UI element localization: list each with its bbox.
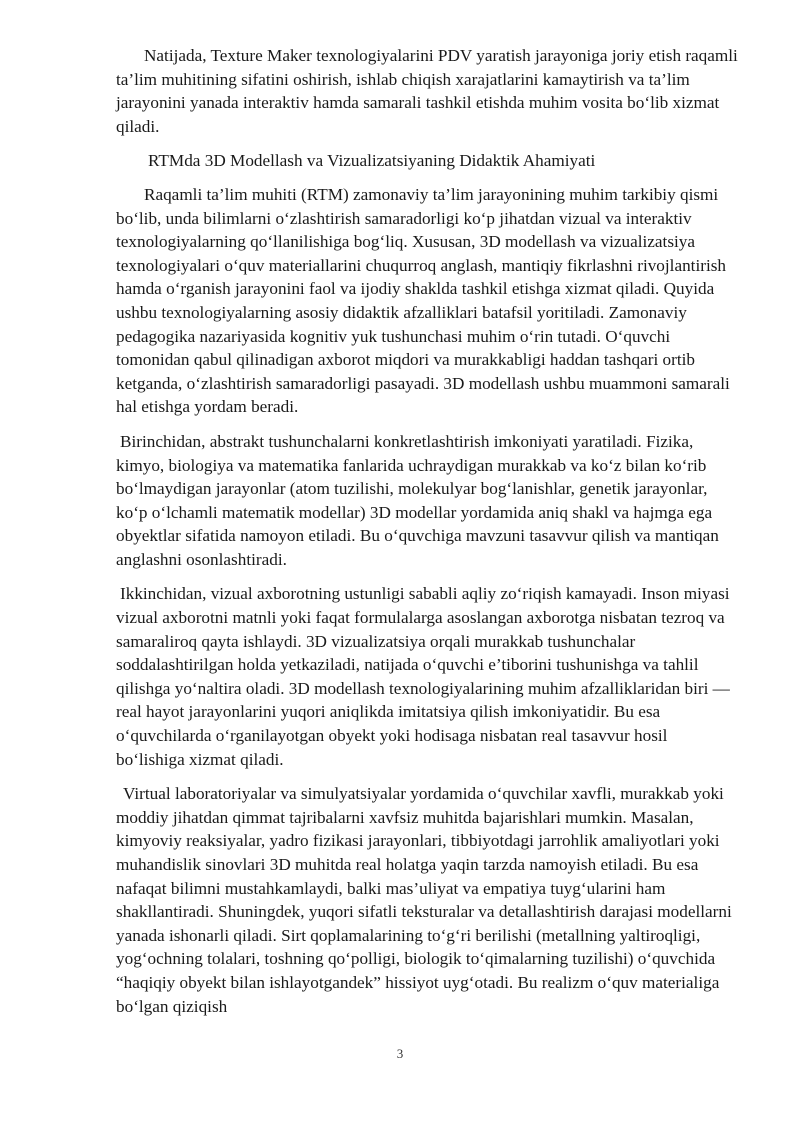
paragraph-virtual-labs: Virtual laboratoriyalar va simulyatsiyalar yordamida o‘quvchilar xavfli, murakkab yoki moddiy jihatdan qimmat tajribalarni xavfsiz muhitda bajarishlari mumkin. Masalan, kimyoviy reaksiyalar, yadro fizikasi jarayonlari, tibbiyotdagi jarrohlik amaliyotlari yoki muhandislik sinovlari 3D muhitda real holatga yaqin tarzda namoyish etiladi. Bu esa nafaqat bilimni mustahkamlaydi, balki mas’uliyat va empatiya tuyg‘ularini ham shakllantiradi. Shuningdek, yuqori sifatli teksturalar va detallashtirish darajasi modellarni yanada ishonarli qiladi. Sirt qoplamalarining to‘g‘ri berilishi (metallning yaltiroqligi, yog‘ochning tolalari, toshning qo‘polligi, biologik to‘qimalarning tuzilishi) o‘quvchida “haqiqiy obyekt bilan ishlayotgandek” hissiyot uyg‘otadi. Bu realizm o‘quv materialiga bo‘lgan qiziqish — [116, 784, 732, 1016]
paragraph-conclusion: Natijada, Texture Maker texnologiyalarini PDV yaratish jarayoniga joriy etish raqamli ta’lim muhitining sifatini oshirish, ishlab chiqish xarajatlarini kamaytirish va ta’lim jarayonini yanada interaktiv hamda samarali tashkil etishda muhim vosita bo‘lib xizmat qiladi. — [116, 46, 738, 136]
paragraph-first: Birinchidan, abstrakt tushunchalarni konkretlashtirish imkoniyati yaratiladi. Fizika, kimyo, biologiya va matematika fanlarida uchraydigan murakkab va ko‘z bilan ko‘rib bo‘lmaydigan jarayonlar (atom tuzilishi, molekulyar bog‘lanishlar, genetik jarayonlar, ko‘p o‘lchamli matematik modellar) 3D modellar yordamida aniq shakl va hajmga ega obyektlar sifatida namoyon etiladi. Bu o‘quvchiga mavzuni tasavvur qilish va mantiqan anglashni osonlashtiradi. — [116, 431, 719, 569]
paragraph-second: Ikkinchidan, vizual axborotning ustunligi sababli aqliy zo‘riqish kamayadi. Inson miyasi vizual axborotni matnli yoki faqat formulalarga asoslangan axborotga nisbatan tezroq va samaraliroq qayta ishlaydi. 3D vizualizatsiya orqali murakkab tushunchalar soddalashtirilgan holda yetkaziladi, natijada o‘quvchi e’tiborini tushunishga va tahlil qilishga yo‘naltira oladi. 3D modellash texnologiyalarining muhim afzalliklaridan biri — real hayot jarayonlarini yuqori aniqlikda imitatsiya qilish imkoniyatidir. Bu esa o‘quvchilarda o‘rganilayotgan obyekt yoki hodisaga nisbatan real tasavvur hosil bo‘lishiga xizmat qiladi. — [116, 584, 730, 769]
document-page — [116, 44, 740, 1029]
page-number: 3 — [396, 1046, 404, 1061]
paragraph-intro: Raqamli ta’lim muhiti (RTM) zamonaviy ta’lim jarayonining muhim tarkibiy qismi bo‘lib, unda bilimlarni o‘zlashtirish samaradorligi ko‘p jihatdan vizual va interaktiv texnologiyalarning qo‘llanilishiga bog‘liq. Xususan, 3D modellash va vizualizatsiya texnologiyalari o‘quv materiallarini chuqurroq anglash, mantiqiy fikrlashni rivojlantirish hamda o‘rganish jarayonini faol va ijodiy shaklda tashkil etishga xizmat qiladi. Quyida ushbu texnologiyalarning asosiy didaktik afzalliklari batafsil yoritiladi. Zamonaviy pedagogika nazariyasida kognitiv yuk tushunchasi muhim o‘rin tutadi. O‘quvchi tomonidan qabul qilinadigan axborot miqdori va murakkabligi haddan tashqari ortib ketganda, o‘zlashtirish samaradorligi pasayadi. 3D modellash ushbu muammoni samarali hal etishga yordam beradi. — [116, 184, 730, 417]
section-heading: RTMda 3D Modellash va Vizualizatsiyaning Didaktik Ahamiyati — [148, 151, 596, 171]
